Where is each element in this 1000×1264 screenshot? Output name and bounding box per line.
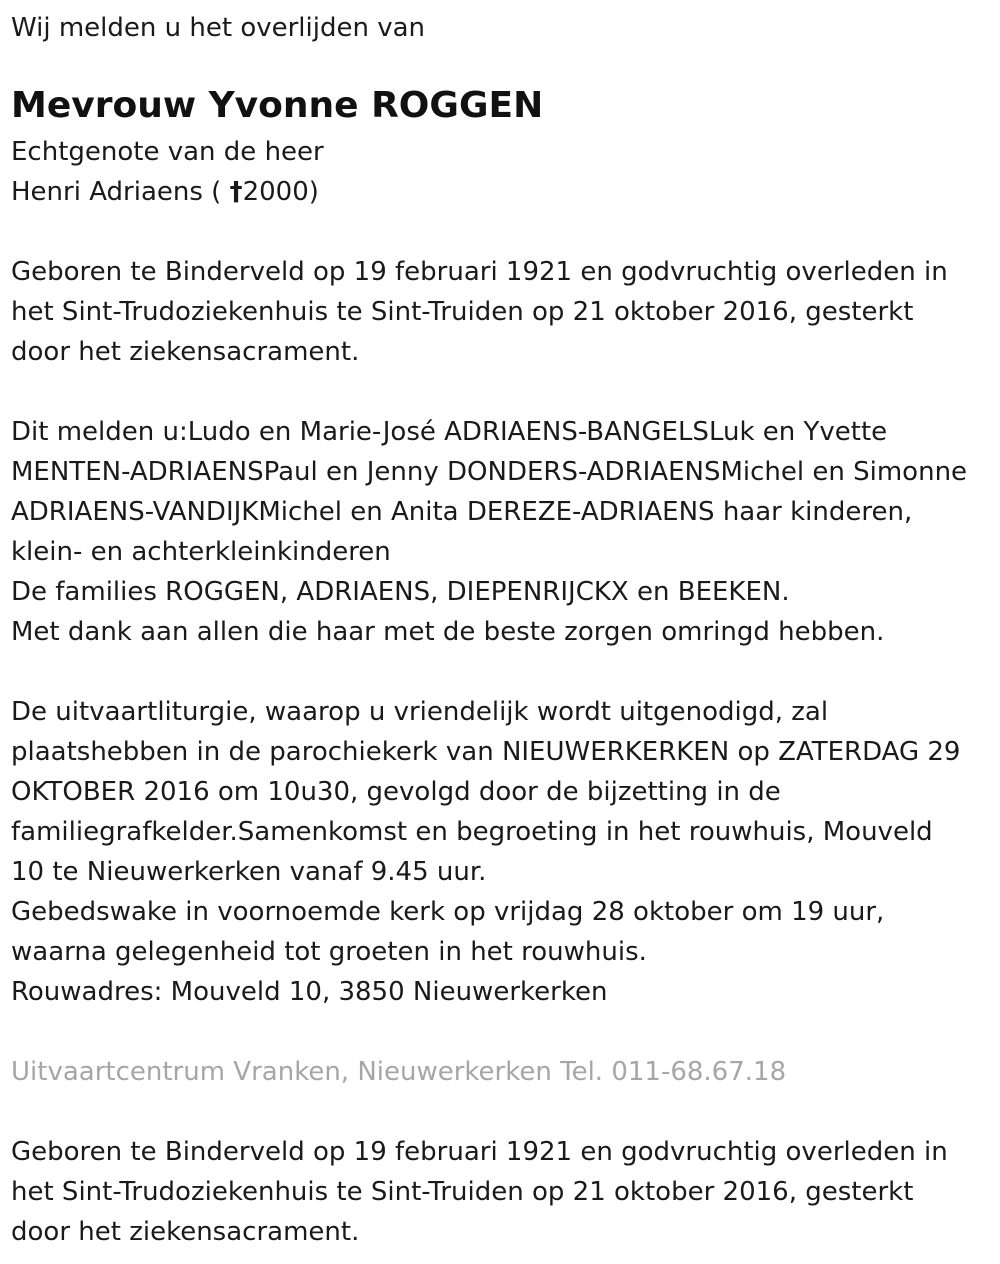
cross-icon: † (229, 177, 243, 207)
spouse-name: Henri Adriaens ( (11, 177, 222, 207)
birth-death-paragraph (11, 252, 988, 372)
paragraph-line: waarna gelegenheid tot groeten in het rouwhuis. (11, 937, 647, 967)
paragraph-line: door het ziekensacrament. (11, 1217, 360, 1247)
paragraph-line: familiegrafkelder.Samenkomst en begroeting in het rouwhuis, Mouveld (11, 817, 933, 847)
paragraph-line: De uitvaartliturgie, waarop u vriendelijk wordt uitgenodigd, zal (11, 697, 829, 727)
paragraph-line: De families ROGGEN, ADRIAENS, DIEPENRIJCKX en BEEKEN. (11, 577, 790, 607)
paragraph-line: klein- en achterkleinkinderen (11, 537, 391, 567)
paragraph-line: het Sint-Trudoziekenhuis te Sint-Truiden op 21 oktober 2016, gesterkt (11, 1177, 914, 1207)
funeral-home-paragraph (11, 1052, 988, 1092)
paragraph-line: OKTOBER 2016 om 10u30, gevolgd door de bijzetting in de (11, 777, 781, 807)
spouse-death-year: 2000) (242, 177, 319, 207)
birth-death-paragraph-repeat (11, 1132, 988, 1252)
paragraph-line: het Sint-Trudoziekenhuis te Sint-Truiden op 21 oktober 2016, gesterkt (11, 297, 914, 327)
funeral-home-info: Uitvaartcentrum Vranken, Nieuwerkerken Tel. 011-68.67.18 (11, 1057, 787, 1087)
paragraph-line: plaatshebben in de parochiekerk van NIEUWERKERKEN op ZATERDAG 29 (11, 737, 961, 767)
funeral-paragraph (11, 692, 988, 1012)
spouse-line: Echtgenote van de heer (11, 137, 324, 167)
paragraph-line: MENTEN-ADRIAENSPaul en Jenny DONDERS-ADRIAENSMichel en Simonne (11, 457, 968, 487)
rouwadres-line: Rouwadres: Mouveld 10, 3850 Nieuwerkerken (11, 977, 608, 1007)
announcers-paragraph (11, 412, 988, 652)
paragraph-line: ADRIAENS-VANDIJKMichel en Anita DEREZE-ADRIAENS haar kinderen, (11, 497, 913, 527)
paragraph-line: Gebedswake in voornoemde kerk op vrijdag 28 oktober om 19 uur, (11, 897, 885, 927)
paragraph-line: door het ziekensacrament. (11, 337, 360, 367)
paragraph-line: 10 te Nieuwerkerken vanaf 9.45 uur. (11, 857, 487, 887)
intro-text: Wij melden u het overlijden van (11, 13, 426, 43)
paragraph-line: Dit melden u:Ludo en Marie-José ADRIAENS-BANGELSLuk en Yvette (11, 417, 888, 447)
paragraph-line: Met dank aan allen die haar met de beste zorgen omringd hebben. (11, 617, 885, 647)
deceased-name: Mevrouw Yvonne ROGGEN (11, 85, 544, 126)
paragraph-line: Geboren te Binderveld op 19 februari 1921 en godvruchtig overleden in (11, 257, 948, 287)
spouse-name-line (11, 172, 988, 212)
paragraph-line: Geboren te Binderveld op 19 februari 1921 en godvruchtig overleden in (11, 1137, 948, 1167)
